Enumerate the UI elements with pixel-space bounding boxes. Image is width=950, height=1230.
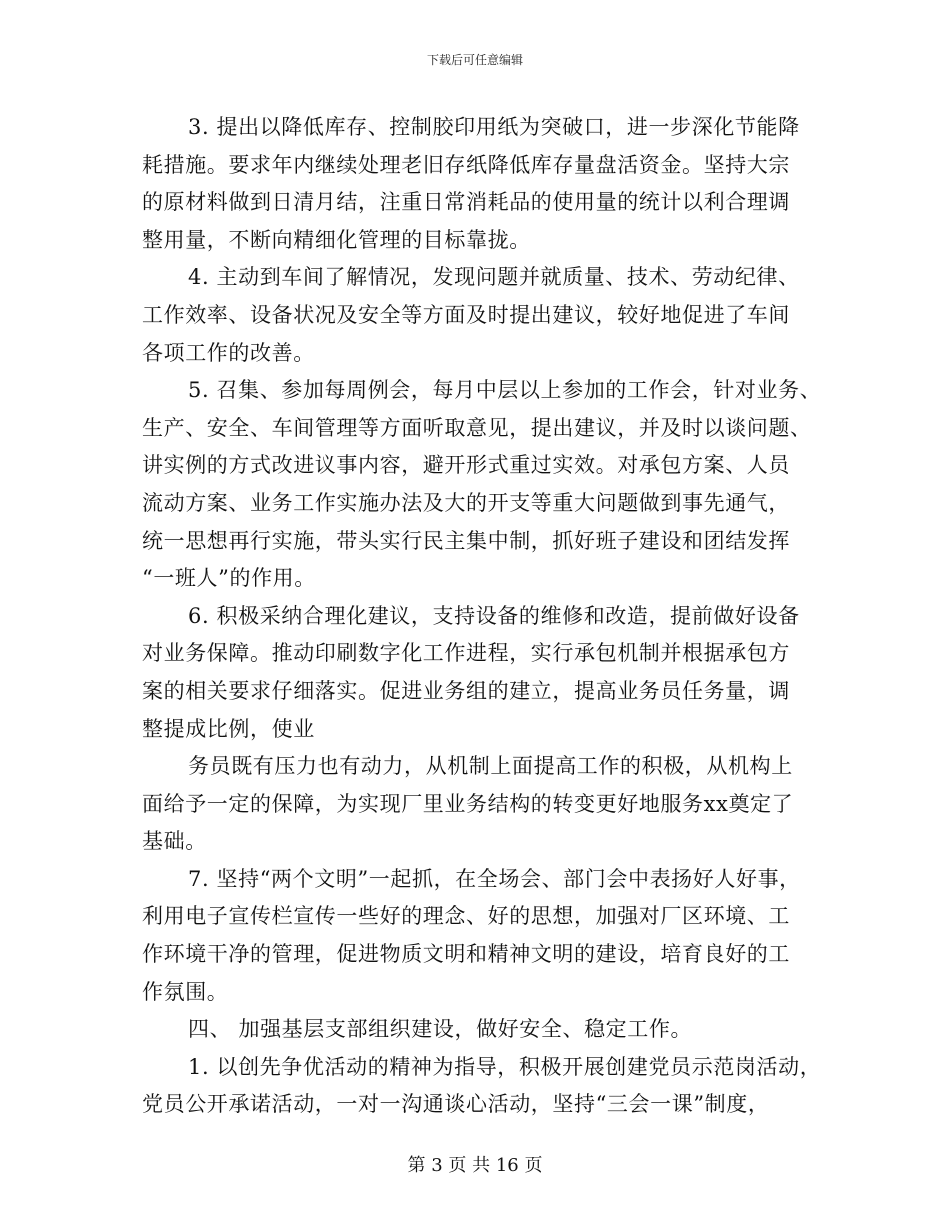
text-line: 讲实例的方式改进议事内容，避开形式重过实效。对承包方案、人员 xyxy=(142,453,790,478)
text-line: 务员既有压力也有动力，从机制上面提高工作的积极，从机构上 xyxy=(188,754,793,779)
text-line: 基础。 xyxy=(142,829,207,854)
text-line: 作氛围。 xyxy=(142,979,229,1004)
text-line: 生产、安全、车间管理等方面听取意见，提出建议，并及时以谈问题、 xyxy=(142,415,812,440)
text-line: 4. 主动到车间了解情况，发现问题并就质量、技术、劳动纪律、 xyxy=(188,265,800,290)
text-line: 各项工作的改善。 xyxy=(142,340,315,365)
text-line: 整用量，不断向精细化管理的目标靠拢。 xyxy=(142,227,531,252)
text-line: 作环境干净的管理，促进物质文明和精神文明的建设，培育良好的工 xyxy=(142,942,790,967)
page-number-footer: 第 3 页 共 16 页 xyxy=(407,1155,543,1176)
text-line: 整提成比例，使业 xyxy=(142,716,315,741)
text-line: 利用电子宣传栏宣传一些好的理念、好的思想，加强对厂区环境、工 xyxy=(142,904,790,929)
text-line: 四、 加强基层支部组织建设，做好安全、稳定工作。 xyxy=(188,1017,693,1042)
text-line: 耗措施。要求年内继续处理老旧存纸降低库存量盘活资金。坚持大宗 xyxy=(142,152,790,177)
text-line: 面给予一定的保障，为实现厂里业务结构的转变更好地服务xx奠定了 xyxy=(142,791,794,816)
text-line: 统一思想再行实施，带头实行民主集中制，抓好班子建设和团结发挥 xyxy=(142,528,790,553)
text-line: 流动方案、业务工作实施办法及大的开支等重大问题做到事先通气， xyxy=(142,490,790,515)
page-header: 下载后可任意编辑 xyxy=(426,53,523,67)
document-body xyxy=(142,109,832,1124)
text-line: 3. 提出以降低库存、控制胶印用纸为突破口，进一步深化节能降 xyxy=(188,115,800,139)
text-line: 6. 积极采纳合理化建议，支持设备的维修和改造，提前做好设备 xyxy=(188,603,800,628)
text-line: 对业务保障。推动印刷数字化工作进程，实行承包机制并根据承包方 xyxy=(142,641,790,666)
text-line: 5. 召集、参加每周例会，每月中层以上参加的工作会，针对业务、 xyxy=(188,378,822,403)
text-line: 案的相关要求仔细落实。促进业务组的建立，提高业务员任务量，调 xyxy=(142,678,790,703)
text-line: 工作效率、设备状况及安全等方面及时提出建议，较好地促进了车间 xyxy=(142,302,790,327)
text-line: 7. 坚持“两个文明”一起抓，在全场会、部门会中表扬好人好事， xyxy=(188,866,801,891)
text-line: 1. 以创先争优活动的精神为指导，积极开展创建党员示范岗活动， xyxy=(188,1054,822,1079)
text-line: “一班人”的作用。 xyxy=(142,566,316,591)
text-line: 党员公开承诺活动，一对一沟通谈心活动，坚持“三会一课”制度， xyxy=(142,1092,770,1117)
text-line: 的原材料做到日清月结，注重日常消耗品的使用量的统计以利合理调 xyxy=(142,190,790,215)
